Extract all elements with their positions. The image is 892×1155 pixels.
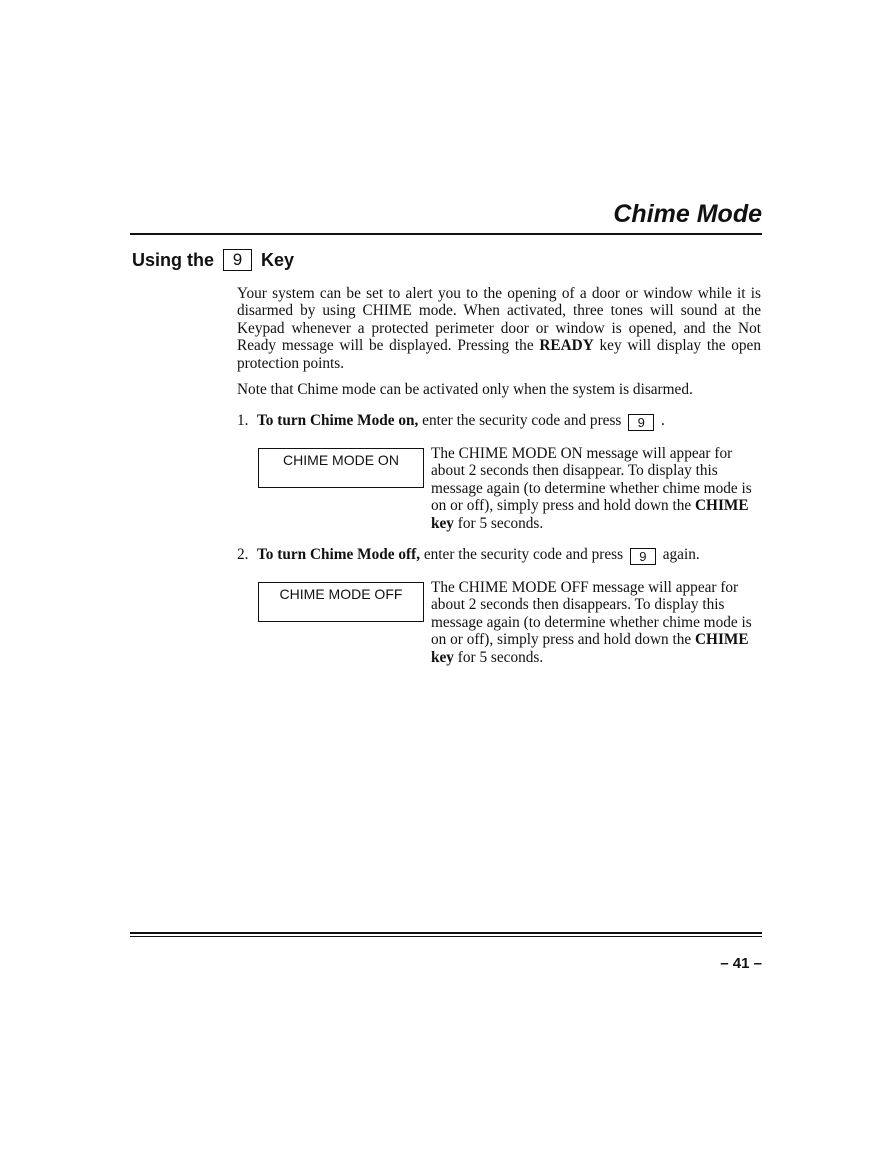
step-2 — [237, 546, 761, 565]
step-2-text: enter the security code and press — [423, 546, 624, 563]
step-1-lead: To turn Chime Mode on, — [257, 412, 419, 429]
step-2-desc-1: The CHIME MODE OFF message will appear for about 2 seconds then disappears. To display this message again (to determine whether chime mode is on or off), simply press and hold down the — [431, 579, 752, 649]
step-1-after: . — [661, 412, 665, 429]
step-1-number: 1. — [237, 412, 249, 429]
step-1-text: enter the security code and press — [422, 412, 622, 429]
step-2-desc-2: for 5 seconds. — [457, 648, 544, 666]
step-2-after: again. — [662, 546, 700, 563]
ready-key-label: READY — [539, 337, 594, 355]
chime-mode-on-description — [431, 445, 761, 532]
footer-rule-thin — [130, 936, 762, 937]
intro-text-2: key will display the open protection points. — [237, 337, 761, 372]
page-title: Chime Mode — [613, 200, 762, 228]
step-1-key-9: 9 — [628, 414, 654, 431]
chime-mode-off-description — [431, 579, 761, 666]
step-2-key-9: 9 — [630, 548, 656, 565]
intro-paragraph — [237, 285, 761, 372]
title-rule — [130, 233, 762, 235]
step-2-number: 2. — [237, 546, 249, 563]
step-2-desc-key: CHIME key — [431, 631, 749, 666]
intro-text-1: Your system can be set to alert you to the opening of a door or window while it is disarmed by using CHIME mode. When activated, three tones will sound at the Keypad whenever a protected perimeter door or window is opened, and the Not Ready message will be displayed. Pressing the — [237, 285, 761, 355]
note-paragraph: Note that Chime mode can be activated only when the system is disarmed. — [237, 381, 693, 398]
step-1 — [237, 412, 761, 431]
step-1-desc-2: for 5 seconds. — [457, 514, 544, 532]
step-1-desc-key: CHIME key — [431, 497, 749, 532]
heading-key-9: 9 — [223, 249, 252, 271]
section-heading — [132, 247, 294, 273]
section-heading-prefix: Using the — [132, 250, 215, 270]
step-2-lead: To turn Chime Mode off, — [257, 546, 421, 563]
section-heading-suffix: Key — [261, 250, 295, 270]
step-1-desc-1: The CHIME MODE ON message will appear for about 2 seconds then disappear. To display this message again (to determine whether chime mode is on or off), simply press and hold down the — [431, 445, 752, 515]
page-number: – 41 – — [720, 955, 762, 972]
chime-mode-on-display: CHIME MODE ON — [258, 448, 424, 488]
chime-mode-off-display: CHIME MODE OFF — [258, 582, 424, 622]
footer-rule-thick — [130, 932, 762, 934]
